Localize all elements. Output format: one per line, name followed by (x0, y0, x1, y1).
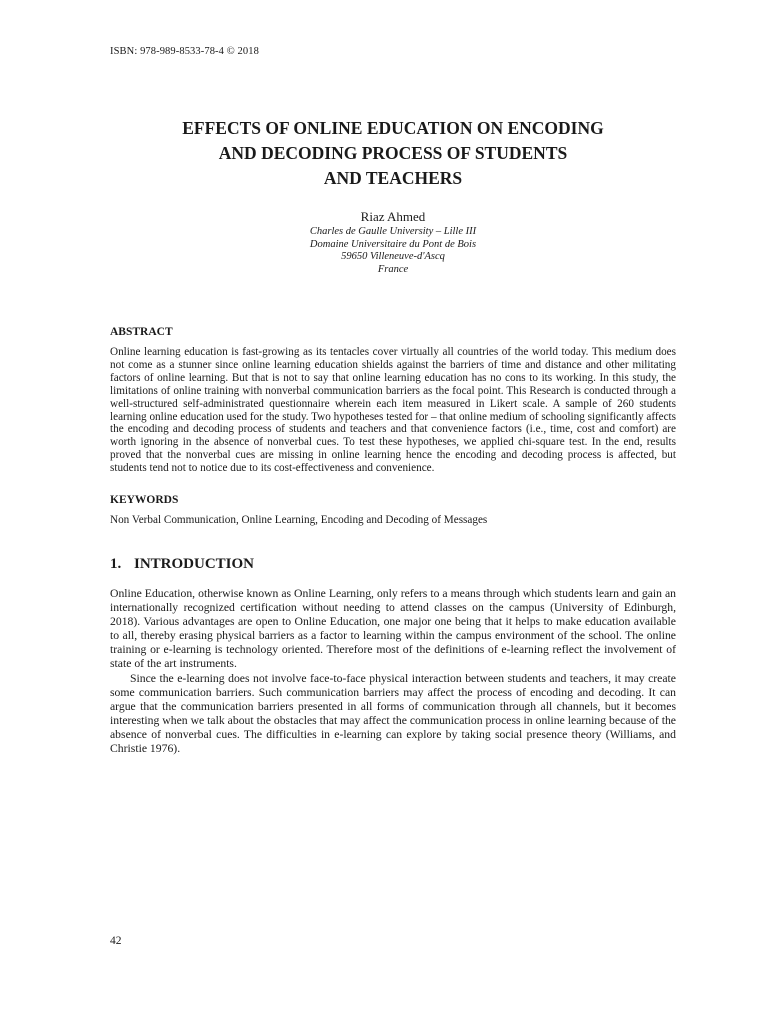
title-line: AND TEACHERS (323, 168, 463, 188)
page-number: 42 (110, 935, 122, 947)
affiliation-line: France (377, 263, 409, 275)
introduction-heading (110, 556, 254, 573)
title-line: AND DECODING PROCESS OF STUDENTS (218, 143, 568, 163)
title-line: EFFECTS OF ONLINE EDUCATION ON ENCODING (182, 118, 604, 138)
isbn-header: ISBN: 978-989-8533-78-4 © 2018 (110, 46, 259, 57)
author-name: Riaz Ahmed (360, 209, 426, 224)
keywords-heading: KEYWORDS (110, 494, 179, 506)
affiliation-line: Domaine Universitaire du Pont de Bois (309, 238, 477, 250)
section-number: 1. (110, 556, 122, 572)
abstract-heading: ABSTRACT (110, 326, 173, 338)
affiliation-line: 59650 Villeneuve-d'Ascq (341, 251, 445, 262)
affiliation-line: Charles de Gaulle University – Lille III (309, 226, 477, 237)
introduction-body (110, 587, 676, 756)
intro-paragraph: Since the e-learning does not involve face-to-face physical interaction between students and teachers, it may create some communication barriers. Such communication barriers may affect the process of encoding and decoding. It can argue that the communication barriers presented in all forms of communication through all channels, but it becomes interesting when we talk about the obstacles that may affect the communication process in online learning because of the absence of nonverbal cues. The difficulties in e-learning can explore by taking social presence theory (Williams, and Christie 1976). (110, 671, 676, 756)
section-title: INTRODUCTION (134, 556, 255, 572)
paper-title (110, 116, 676, 191)
intro-paragraph: Online Education, otherwise known as Online Learning, only refers to a means through which students learn and gain an internationally recognized certification without needing to attend classes on the campus (University of Edinburgh, 2018). Various advantages are open to Online Education, one major one being that it helps to make education available to all, thereby erasing physical barriers as a factor to learning within the campus environment of the school. The online training or e-learning is technology oriented. Therefore most of the definitions of e-learning reflect the involvement of state of the art instruments. (110, 587, 676, 671)
author-affiliation (110, 226, 676, 276)
abstract-text: Online learning education is fast-growing as its tentacles cover virtually all countries of the world today. This medium does not come as a stunner since online learning education shields against the barriers of time and distance and other militating factors of online learning. But that is not to say that online learning education has no cons to its working. In this study, the limitations of online training with nonverbal communication barriers as the focal point. This Research is conducted through a well-structured self-administrated questionnaire wherein each item measured in Likert scale. A sample of 260 students learning online education used for the study. Two hypotheses tested for – that online medium of schooling significantly affects the encoding and decoding process of students and teachers and that convenience factors (i.e., time, cost and comfort) are worth ignoring in the absence of nonverbal cues. To test these hypotheses, we applied chi-square test. In the end, results proved that the nonverbal cues are missing in online learning hence the encoding and decoding process is affected, but students tend not to notice due to its cost-effectiveness and convenience. (110, 346, 676, 475)
keywords-text: Non Verbal Communication, Online Learning, Encoding and Decoding of Messages (110, 514, 488, 526)
